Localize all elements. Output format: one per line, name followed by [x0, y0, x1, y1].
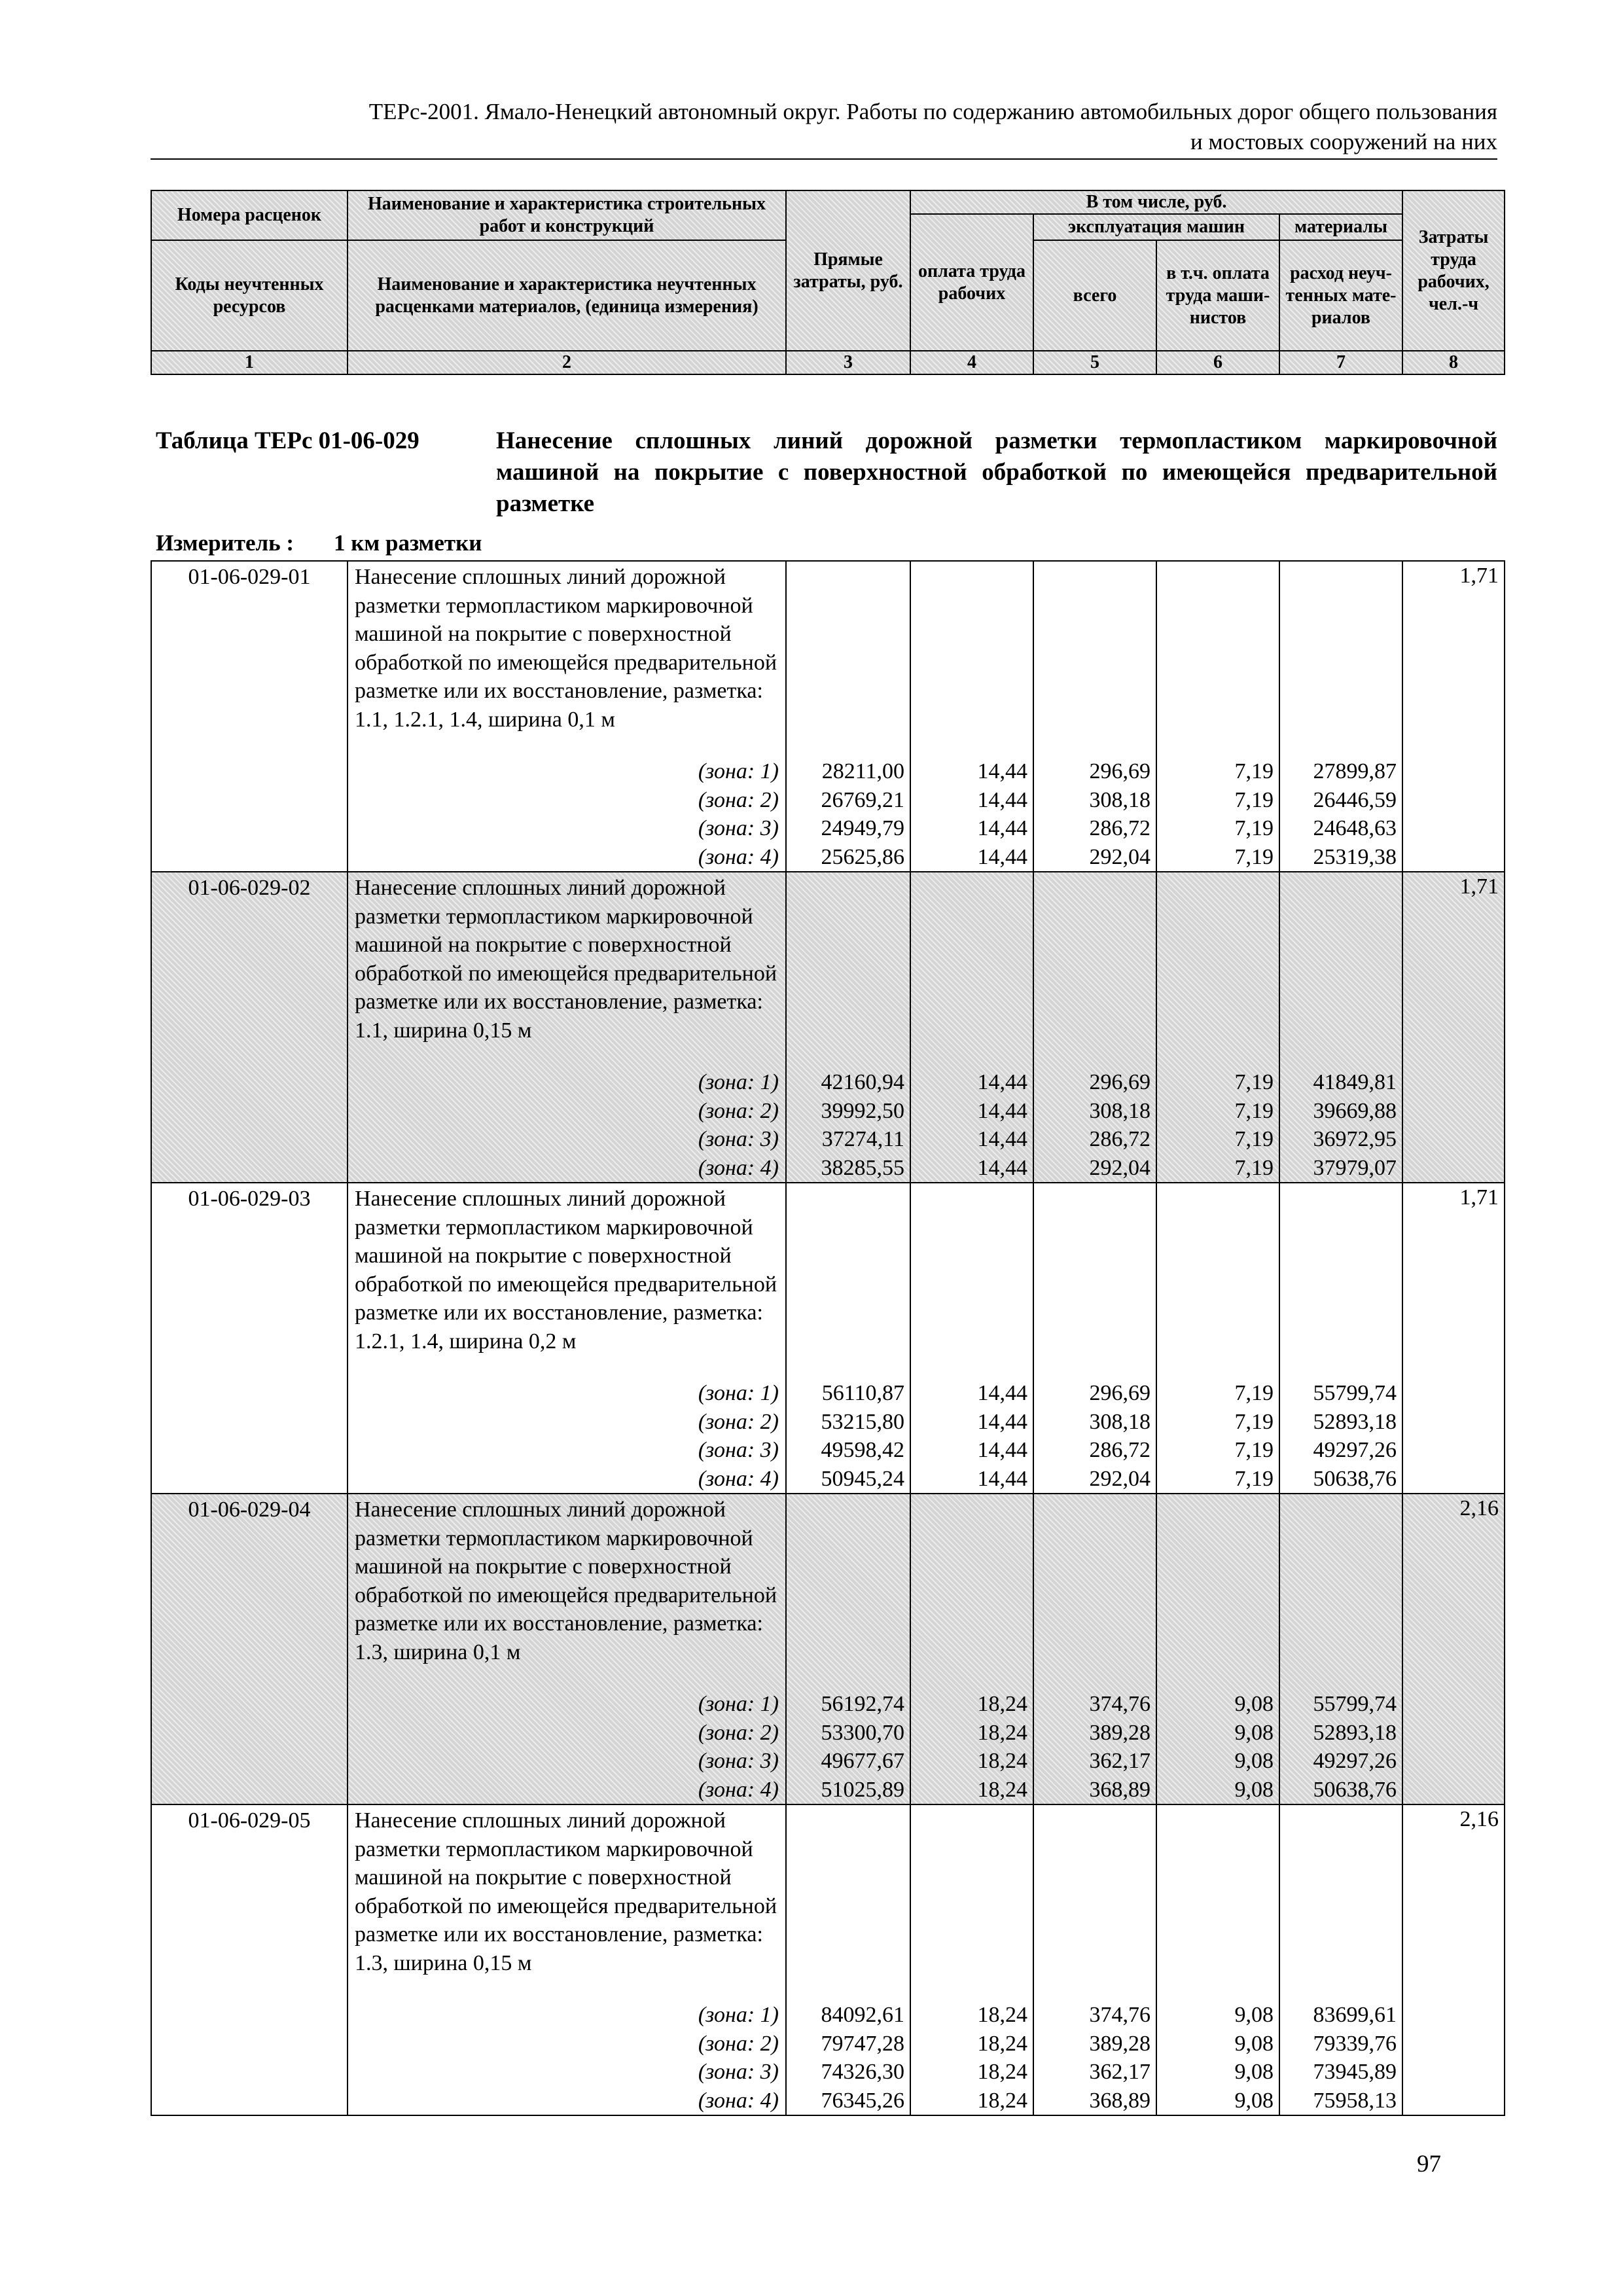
zone-label: (зона: 4) — [698, 844, 779, 869]
materials-value: 55799,74 — [1313, 1692, 1397, 1716]
zone-label: (зона: 3) — [698, 1438, 779, 1462]
materials-value: 52893,18 — [1313, 1720, 1397, 1745]
running-header-line-2: и мостовых сооружений на них — [1190, 129, 1497, 154]
zone-label: (зона: 4) — [698, 1155, 779, 1180]
mach-total-value: 292,04 — [1089, 1466, 1150, 1491]
header-rule — [151, 158, 1497, 160]
rate-code: 01-06-029-04 — [151, 1494, 348, 1804]
materials-value: 24648,63 — [1313, 816, 1397, 840]
labor-cost-value: 14,44 — [977, 844, 1027, 869]
materials-cell — [1279, 1183, 1402, 1494]
zone-label: (зона: 2) — [698, 1098, 779, 1123]
table-number: Таблица ТЕРс 01-06-029 — [156, 427, 419, 454]
col-num-2: 2 — [348, 351, 786, 374]
labor-hours-value: 2,16 — [1459, 1496, 1499, 1520]
mach-total-value: 286,72 — [1089, 1438, 1150, 1462]
column-header-table — [151, 190, 1505, 375]
header-materials: материалы — [1279, 214, 1402, 240]
mach-total-value: 308,18 — [1089, 787, 1150, 812]
labor-hours-cell — [1402, 1183, 1505, 1494]
rate-description-cell — [348, 872, 786, 1183]
direct-cost-value: 79747,28 — [821, 2031, 904, 2056]
labor-cost-value: 18,24 — [977, 2060, 1027, 2084]
mach-total-value: 296,69 — [1089, 759, 1150, 783]
col-num-7: 7 — [1279, 351, 1402, 374]
running-header-line-1: ТЕРс-2001. Ямало-Ненецкий автономный округ. Работы по содержанию автомобильных дорог общего пользования — [368, 99, 1497, 124]
direct-cost-value: 24949,79 — [821, 816, 904, 840]
mach-total-cell — [1033, 561, 1156, 872]
mach-total-value: 389,28 — [1089, 2031, 1150, 2056]
header-machines: эксплуатация машин — [1033, 214, 1279, 240]
direct-cost-value: 39992,50 — [821, 1098, 904, 1123]
machinist-labor-value: 7,19 — [1234, 1098, 1274, 1123]
machinist-labor-cell — [1156, 1494, 1279, 1804]
mach-total-value: 374,76 — [1089, 2003, 1150, 2027]
materials-value: 50638,76 — [1313, 1466, 1397, 1491]
rates-table — [151, 560, 1505, 2116]
zone-label: (зона: 2) — [698, 1720, 779, 1745]
labor-hours-cell — [1402, 872, 1505, 1183]
header-resource-codes: Коды неучтенных ресурсов — [151, 240, 348, 351]
machinist-labor-value: 7,19 — [1234, 1466, 1274, 1491]
measure-label: Измеритель : — [156, 530, 294, 556]
direct-cost-value: 25625,86 — [821, 844, 904, 869]
mach-total-value: 368,89 — [1089, 1777, 1150, 1802]
direct-cost-value: 74326,30 — [821, 2060, 904, 2084]
direct-cost-value: 56110,87 — [821, 1381, 904, 1405]
labor-cost-value: 14,44 — [977, 1098, 1027, 1123]
mach-total-value: 308,18 — [1089, 1409, 1150, 1434]
labor-hours-value: 1,71 — [1459, 564, 1499, 588]
direct-cost-cell — [786, 872, 910, 1183]
rate-description-cell — [348, 1804, 786, 2115]
labor-cost-cell — [910, 1183, 1033, 1494]
materials-cell — [1279, 1804, 1402, 2115]
machinist-labor-value: 9,08 — [1234, 2088, 1274, 2113]
zone-label: (зона: 3) — [698, 816, 779, 840]
mach-total-value: 292,04 — [1089, 844, 1150, 869]
labor-cost-value: 18,24 — [977, 1692, 1027, 1716]
col-num-5: 5 — [1033, 351, 1156, 374]
table-row — [151, 1494, 1505, 1804]
materials-value: 83699,61 — [1313, 2003, 1397, 2027]
table-row — [151, 561, 1505, 872]
table-caption: Нанесение сплошных линий дорожной разметки термопластиком маркировочной машиной на покрытие с поверхностной обработкой по имеющейся предварительной разметке — [496, 427, 1497, 517]
direct-cost-value: 49677,67 — [821, 1749, 904, 1773]
materials-value: 55799,74 — [1313, 1381, 1397, 1405]
materials-value: 37979,07 — [1313, 1155, 1397, 1180]
rate-description-cell — [348, 1494, 786, 1804]
machinist-labor-value: 9,08 — [1234, 1692, 1274, 1716]
rate-description-cell — [348, 1183, 786, 1494]
header-direct-costs: Прямые затраты, руб. — [786, 190, 910, 351]
labor-cost-value: 14,44 — [977, 1381, 1027, 1405]
rate-code: 01-06-029-03 — [151, 1183, 348, 1494]
direct-cost-value: 76345,26 — [821, 2088, 904, 2113]
materials-value: 26446,59 — [1313, 787, 1397, 812]
labor-hours-cell — [1402, 1804, 1505, 2115]
machinist-labor-cell — [1156, 561, 1279, 872]
materials-value: 27899,87 — [1313, 759, 1397, 783]
labor-cost-value: 18,24 — [977, 1749, 1027, 1773]
labor-hours-cell — [1402, 561, 1505, 872]
mach-total-value: 286,72 — [1089, 816, 1150, 840]
machinist-labor-value: 7,19 — [1234, 1127, 1274, 1151]
direct-cost-value: 28211,00 — [821, 759, 904, 783]
labor-cost-value: 14,44 — [977, 787, 1027, 812]
direct-cost-value: 51025,89 — [821, 1777, 904, 1802]
header-unaccounted-materials: расход неуч-тенных мате-риалов — [1279, 240, 1402, 351]
direct-cost-value: 49598,42 — [821, 1438, 904, 1462]
labor-cost-value: 14,44 — [977, 1466, 1027, 1491]
labor-hours-value: 1,71 — [1459, 874, 1499, 899]
rate-description: Нанесение сплошных линий дорожной разметки термопластиком маркировочной машиной на покрытие с поверхностной обработкой по имеющейся предварительной разметке или их восстановление, разметка: 1.1, 1.2.1, 1.4, ширина 0,1 м — [355, 565, 777, 732]
mach-total-value: 362,17 — [1089, 1749, 1150, 1773]
materials-value: 36972,95 — [1313, 1127, 1397, 1151]
labor-cost-value: 18,24 — [977, 1777, 1027, 1802]
direct-cost-cell — [786, 1494, 910, 1804]
mach-total-value: 292,04 — [1089, 1155, 1150, 1180]
page-number: 97 — [1417, 2151, 1441, 2178]
rate-code: 01-06-029-02 — [151, 872, 348, 1183]
direct-cost-value: 53215,80 — [821, 1409, 904, 1434]
labor-cost-cell — [910, 561, 1033, 872]
zone-label: (зона: 4) — [698, 1777, 779, 1802]
table-row — [151, 1804, 1505, 2115]
rate-code: 01-06-029-01 — [151, 561, 348, 872]
direct-cost-cell — [786, 1183, 910, 1494]
rate-description: Нанесение сплошных линий дорожной разметки термопластиком маркировочной машиной на покрытие с поверхностной обработкой по имеющейся предварительной разметке или их восстановление, разметка: 1.2.1, 1.4, ширина 0,2 м — [355, 1187, 777, 1354]
direct-cost-value: 26769,21 — [821, 787, 904, 812]
direct-cost-cell — [786, 561, 910, 872]
zone-label: (зона: 1) — [698, 1381, 779, 1405]
machinist-labor-value: 7,19 — [1234, 1155, 1274, 1180]
materials-value: 75958,13 — [1313, 2088, 1397, 2113]
machinist-labor-cell — [1156, 872, 1279, 1183]
zone-label: (зона: 1) — [698, 1692, 779, 1716]
machinist-labor-value: 9,08 — [1234, 1777, 1274, 1802]
zone-label: (зона: 3) — [698, 1127, 779, 1151]
labor-cost-value: 14,44 — [977, 1127, 1027, 1151]
machinist-labor-value: 7,19 — [1234, 844, 1274, 869]
zone-label: (зона: 1) — [698, 759, 779, 783]
labor-cost-value: 18,24 — [977, 2031, 1027, 2056]
materials-value: 52893,18 — [1313, 1409, 1397, 1434]
materials-value: 79339,76 — [1313, 2031, 1397, 2056]
machinist-labor-cell — [1156, 1183, 1279, 1494]
materials-value: 25319,38 — [1313, 844, 1397, 869]
labor-cost-value: 18,24 — [977, 2088, 1027, 2113]
mach-total-value: 308,18 — [1089, 1098, 1150, 1123]
mach-total-value: 362,17 — [1089, 2060, 1150, 2084]
direct-cost-value: 42160,94 — [821, 1070, 904, 1094]
labor-cost-cell — [910, 1804, 1033, 2115]
labor-cost-value: 14,44 — [977, 816, 1027, 840]
materials-value: 49297,26 — [1313, 1438, 1397, 1462]
zone-label: (зона: 4) — [698, 2088, 779, 2113]
machinist-labor-value: 7,19 — [1234, 1409, 1274, 1434]
zone-label: (зона: 4) — [698, 1466, 779, 1491]
table-row — [151, 1183, 1505, 1494]
mach-total-value: 374,76 — [1089, 1692, 1150, 1716]
header-incl: В том числе, руб. — [910, 190, 1402, 214]
header-labor-cost: оплата труда рабочих — [910, 214, 1033, 351]
col-num-1: 1 — [151, 351, 348, 374]
zone-label: (зона: 3) — [698, 1749, 779, 1773]
materials-value: 49297,26 — [1313, 1749, 1397, 1773]
machinist-labor-value: 9,08 — [1234, 2003, 1274, 2027]
header-mach-total: всего — [1033, 240, 1156, 351]
materials-value: 39669,88 — [1313, 1098, 1397, 1123]
mach-total-value: 286,72 — [1089, 1127, 1150, 1151]
labor-hours-value: 2,16 — [1459, 1807, 1499, 1831]
header-name-top: Наименование и характеристика строительных работ и конструкций — [348, 190, 786, 240]
header-name-bottom: Наименование и характеристика неучтенных расценками материалов, (единица измерения) — [348, 240, 786, 351]
direct-cost-value: 38285,55 — [821, 1155, 904, 1180]
mach-total-value: 296,69 — [1089, 1070, 1150, 1094]
rate-description-cell — [348, 561, 786, 872]
direct-cost-cell — [786, 1804, 910, 2115]
labor-cost-value: 14,44 — [977, 1155, 1027, 1180]
materials-cell — [1279, 872, 1402, 1183]
mach-total-cell — [1033, 1494, 1156, 1804]
machinist-labor-value: 9,08 — [1234, 2060, 1274, 2084]
col-num-6: 6 — [1156, 351, 1279, 374]
mach-total-cell — [1033, 1804, 1156, 2115]
labor-cost-value: 14,44 — [977, 1409, 1027, 1434]
zone-label: (зона: 1) — [698, 2003, 779, 2027]
materials-value: 73945,89 — [1313, 2060, 1397, 2084]
machinist-labor-value: 7,19 — [1234, 1438, 1274, 1462]
mach-total-cell — [1033, 872, 1156, 1183]
zone-label: (зона: 2) — [698, 1409, 779, 1434]
labor-cost-cell — [910, 872, 1033, 1183]
rate-code: 01-06-029-05 — [151, 1804, 348, 2115]
col-num-3: 3 — [786, 351, 910, 374]
materials-cell — [1279, 1494, 1402, 1804]
col-num-8: 8 — [1402, 351, 1505, 374]
machinist-labor-value: 7,19 — [1234, 759, 1274, 783]
measure-value: 1 км разметки — [334, 530, 482, 556]
header-machinist-labor: в т.ч. оплата труда маши-нистов — [1156, 240, 1279, 351]
machinist-labor-value: 7,19 — [1234, 816, 1274, 840]
zone-label: (зона: 3) — [698, 2060, 779, 2084]
measure-line — [156, 529, 482, 558]
labor-hours-cell — [1402, 1494, 1505, 1804]
zone-label: (зона: 1) — [698, 1070, 779, 1094]
materials-cell — [1279, 561, 1402, 872]
labor-cost-value: 18,24 — [977, 2003, 1027, 2027]
table-row — [151, 872, 1505, 1183]
labor-cost-cell — [910, 1494, 1033, 1804]
labor-cost-value: 18,24 — [977, 1720, 1027, 1745]
header-labor-hours: Затраты труда рабочих, чел.-ч — [1402, 190, 1505, 351]
direct-cost-value: 50945,24 — [821, 1466, 904, 1491]
zone-label: (зона: 2) — [698, 787, 779, 812]
col-num-4: 4 — [910, 351, 1033, 374]
zone-label: (зона: 2) — [698, 2031, 779, 2056]
labor-cost-value: 14,44 — [977, 1438, 1027, 1462]
labor-cost-value: 14,44 — [977, 759, 1027, 783]
machinist-labor-value: 7,19 — [1234, 787, 1274, 812]
direct-cost-value: 53300,70 — [821, 1720, 904, 1745]
machinist-labor-value: 7,19 — [1234, 1381, 1274, 1405]
machinist-labor-value: 9,08 — [1234, 1720, 1274, 1745]
header-rates-numbers: Номера расценок — [151, 190, 348, 240]
machinist-labor-value: 9,08 — [1234, 2031, 1274, 2056]
labor-cost-value: 14,44 — [977, 1070, 1027, 1094]
machinist-labor-value: 7,19 — [1234, 1070, 1274, 1094]
direct-cost-value: 84092,61 — [821, 2003, 904, 2027]
direct-cost-value: 56192,74 — [821, 1692, 904, 1716]
machinist-labor-cell — [1156, 1804, 1279, 2115]
direct-cost-value: 37274,11 — [821, 1127, 904, 1151]
mach-total-value: 296,69 — [1089, 1381, 1150, 1405]
rate-description: Нанесение сплошных линий дорожной разметки термопластиком маркировочной машиной на покрытие с поверхностной обработкой по имеющейся предварительной разметке или их восстановление, разметка: 1.3, ширина 0,1 м — [355, 1498, 777, 1664]
materials-value: 50638,76 — [1313, 1777, 1397, 1802]
rate-description: Нанесение сплошных линий дорожной разметки термопластиком маркировочной машиной на покрытие с поверхностной обработкой по имеющейся предварительной разметке или их восстановление, разметка: 1.3, ширина 0,15 м — [355, 1808, 777, 1975]
mach-total-value: 368,89 — [1089, 2088, 1150, 2113]
rate-description: Нанесение сплошных линий дорожной разметки термопластиком маркировочной машиной на покрытие с поверхностной обработкой по имеющейся предварительной разметке или их восстановление, разметка: 1.1, ширина 0,15 м — [355, 876, 777, 1043]
materials-value: 41849,81 — [1313, 1070, 1397, 1094]
labor-hours-value: 1,71 — [1459, 1185, 1499, 1210]
mach-total-value: 389,28 — [1089, 1720, 1150, 1745]
mach-total-cell — [1033, 1183, 1156, 1494]
machinist-labor-value: 9,08 — [1234, 1749, 1274, 1773]
